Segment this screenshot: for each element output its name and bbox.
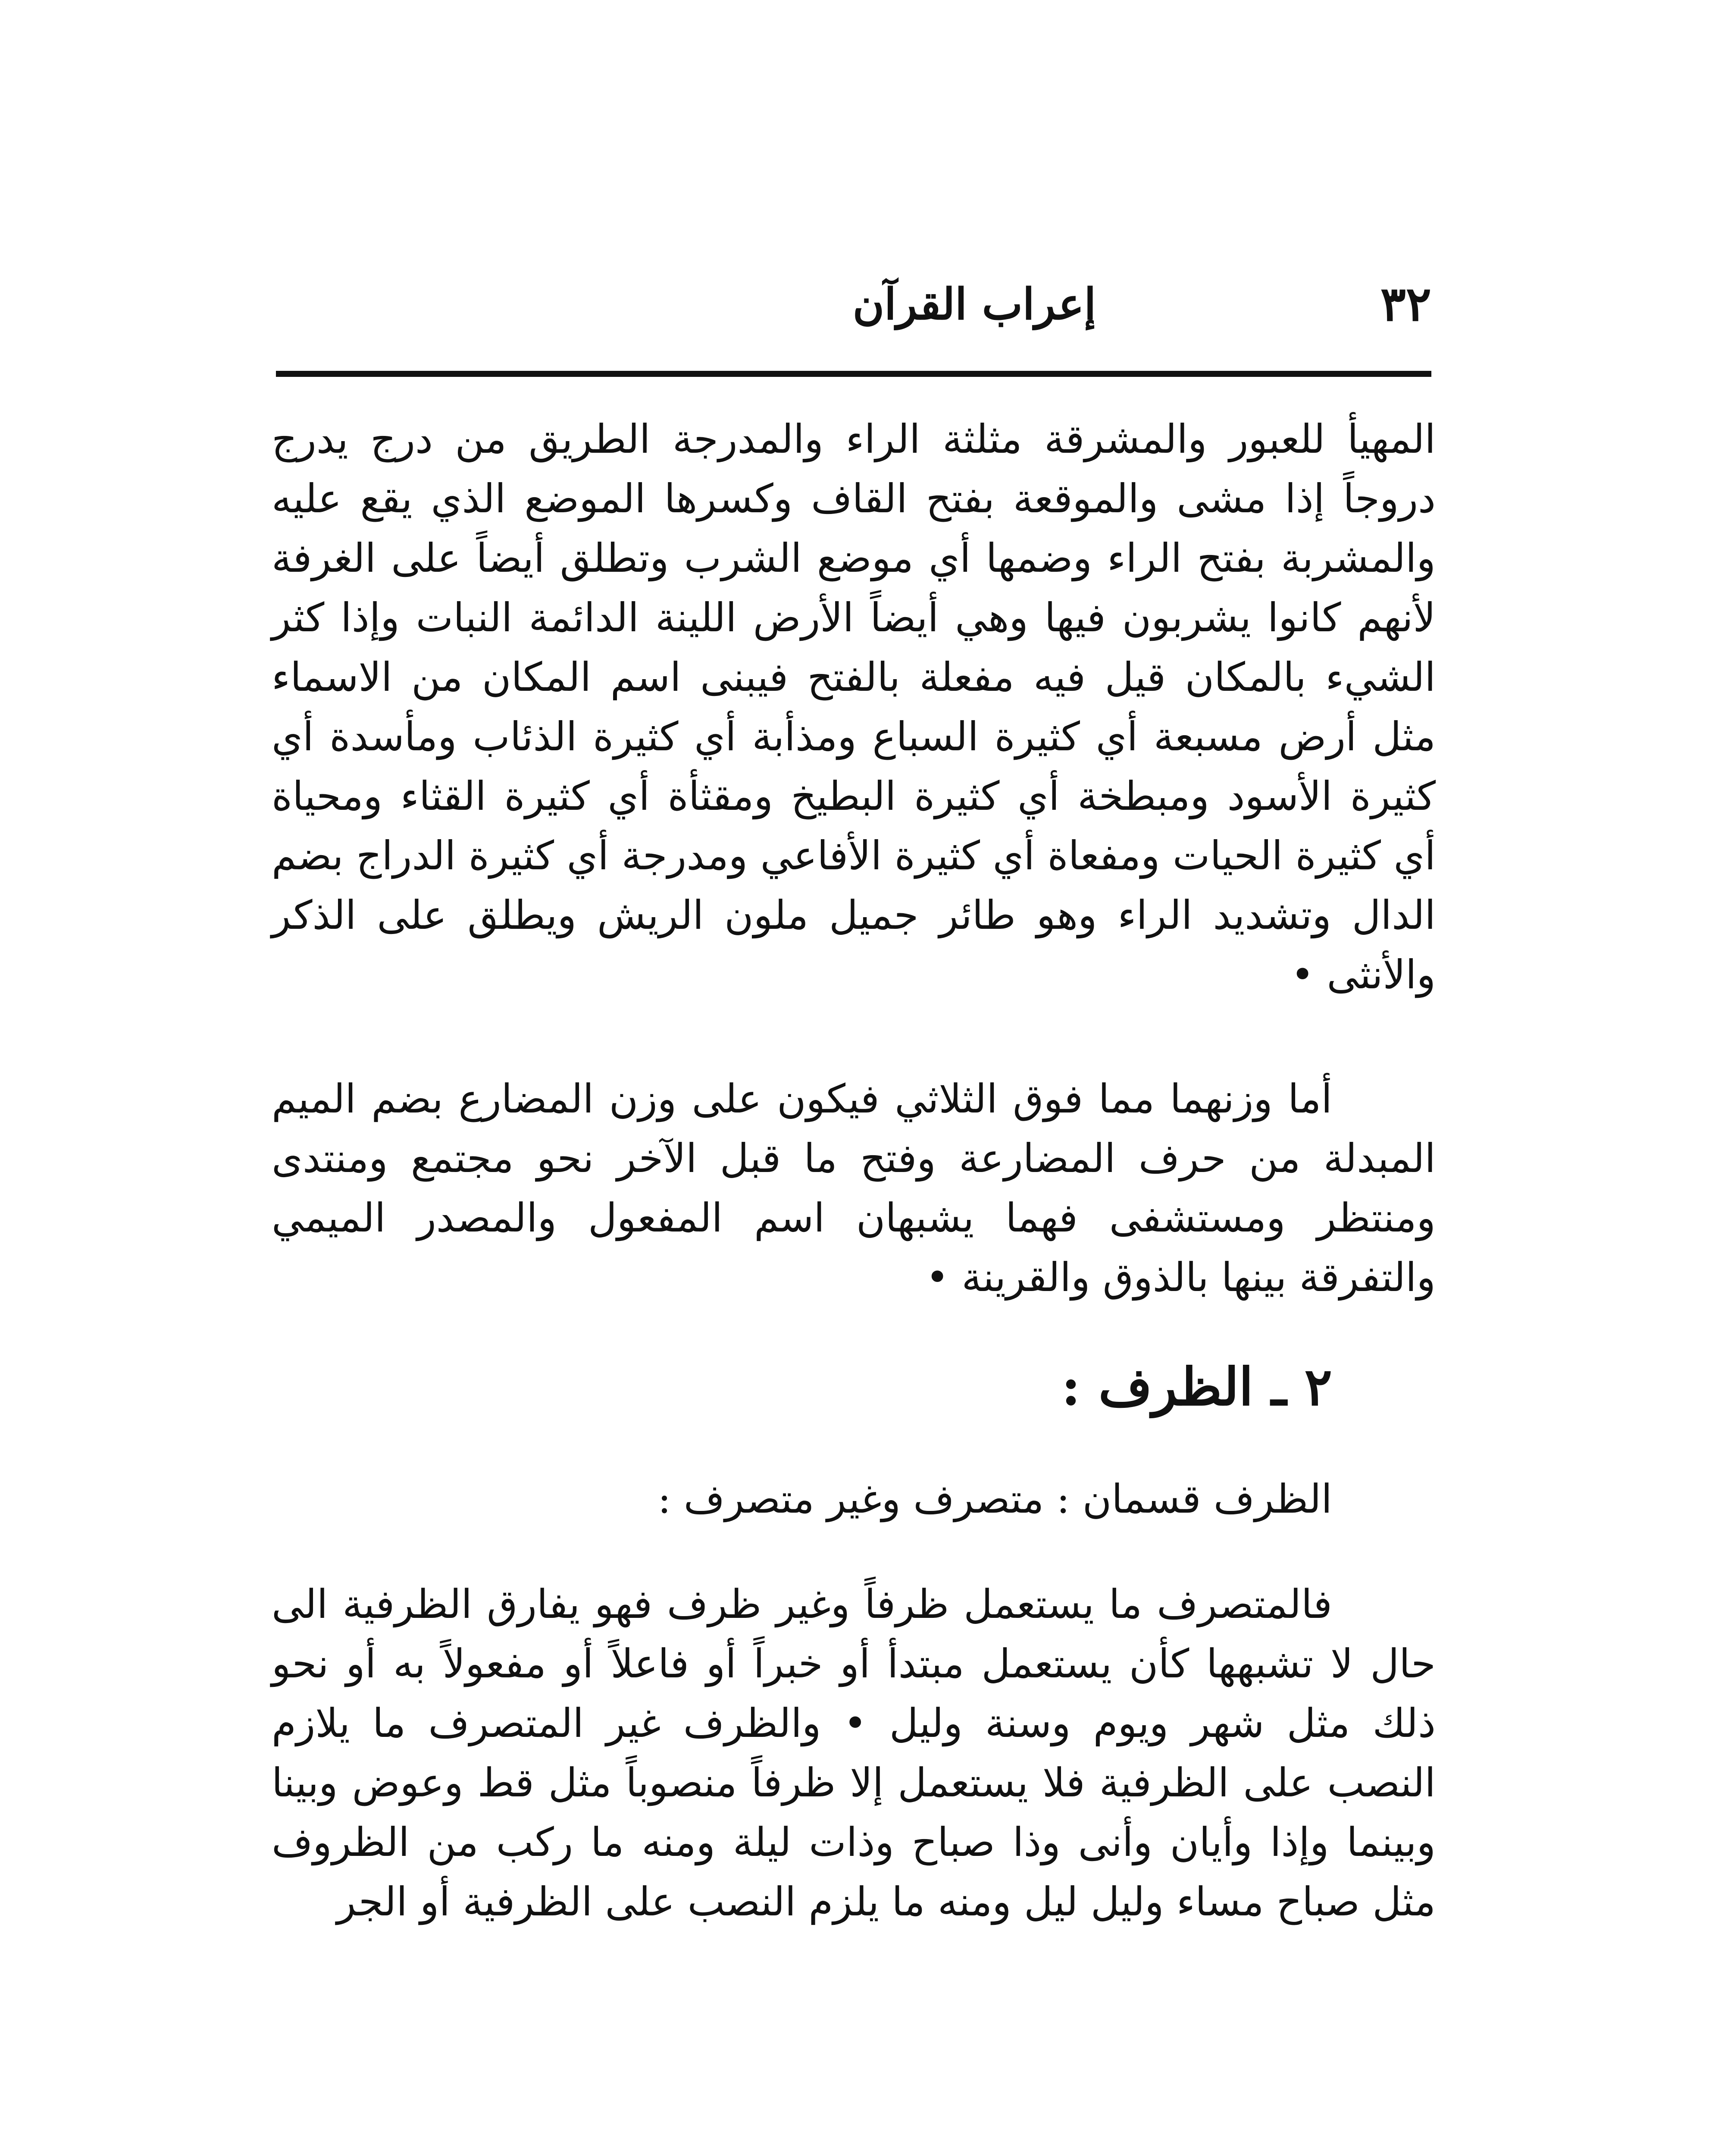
division-line: الظرف قسمان : متصرف وغير متصرف : (657, 1476, 1332, 1522)
page-number: ٣٢ (1380, 276, 1431, 332)
paragraph-1: المهيأ للعبور والمشرقة مثلثة الراء والمدرجة الطريق من درج يدرج دروجاً إذا مشى والموقعة بفتح القاف وكسرها الموضع الذي يقع عليه والمشربة بفتح الراء وضمها أي موضع الشرب وتطلق أيضاً على الغرفة لأنهم كانوا يشربون فيها وهي أيضاً الأرض اللينة الدائمة النبات وإذا كثر الشيء بالمكان قيل فيه مفعلة بالفتح فيبنى اسم المكان من الاسماء مثل أرض مسبعة أي كثيرة السباع ومذأبة أي كثيرة الذئاب ومأسدة أي كثيرة الأسود ومبطخة أي كثيرة البطيخ ومقثأة أي كثيرة القثاء ومحياة أي كثيرة الحيات ومفعاة أي كثيرة الأفاعي ومدرجة أي كثيرة الدراج بضم الدال وتشديد الراء وهو طائر جميل ملون الريش ويطلق على الذكر والأنثى • (272, 416, 1436, 998)
header-rule (276, 371, 1431, 377)
paragraph-3: فالمتصرف ما يستعمل ظرفاً وغير ظرف فهو يفارق الظرفية الى حال لا تشبهها كأن يستعمل مبتدأ أو خبراً أو فاعلاً أو مفعولاً به أو نحو ذلك مثل شهر ويوم وسنة وليل • والظرف غير المتصرف ما يلازم النصب على الظرفية فلا يستعمل إلا ظرفاً منصوباً مثل قط وعوض وبينا وبينما وإذا وأيان وأنى وذا صباح وذات ليلة ومنه ما ركب من الظروف مثل صباح مساء وليل ليل ومنه ما يلزم النصب على الظرفية أو الجر (272, 1581, 1436, 1925)
page-header (276, 259, 1431, 345)
section-heading: ٢ ـ الظرف : (1061, 1357, 1332, 1417)
paragraph-gap (272, 1532, 1436, 1575)
paragraph-gap (272, 1005, 1436, 1069)
paragraph-2: أما وزنهما مما فوق الثلاثي فيكون على وزن المضارع بضم الميم المبدلة من حرف المضارعة وفتح ما قبل الآخر نحو مجتمع ومنتدى ومنتظر ومستشفى فهما يشبهان اسم المفعول والمصدر الميمي والتفرقة بينها بالذوق والقرينة • (272, 1076, 1436, 1300)
page-body (272, 410, 1436, 1932)
paragraph-gap (272, 1424, 1436, 1467)
paragraph-gap (272, 1307, 1436, 1351)
running-title: إعراب القرآن (852, 279, 1096, 329)
